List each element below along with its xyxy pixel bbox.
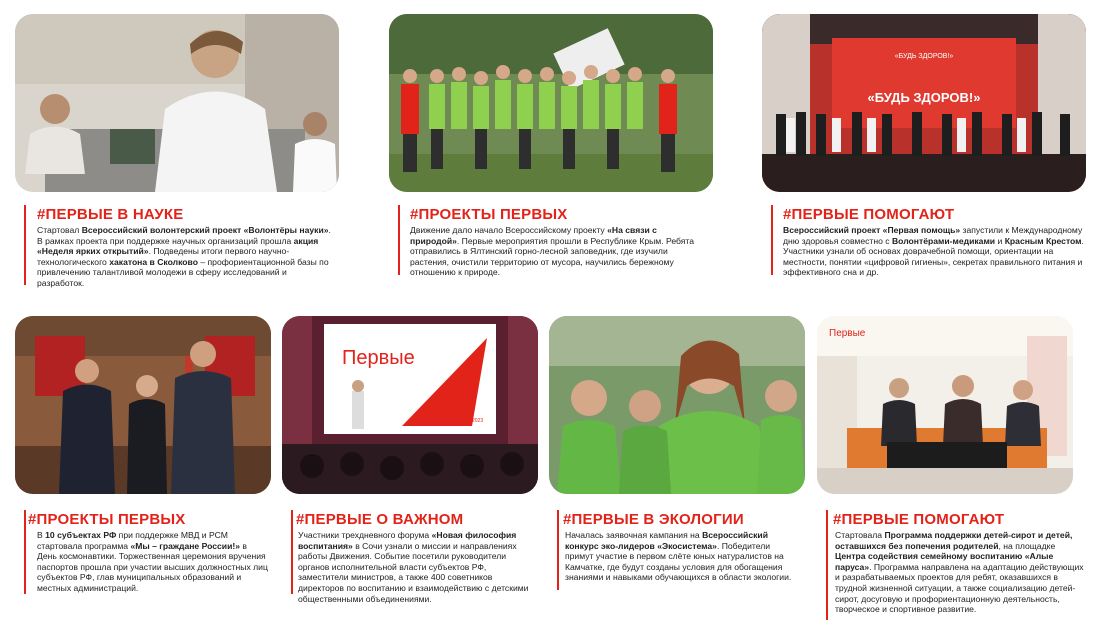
text-run: и (995, 235, 1005, 246)
card-text (298, 530, 534, 604)
card-title: #ПРОЕКТЫ ПЕРВЫХ (28, 511, 186, 528)
panel-discussion-photo (817, 316, 1073, 494)
text-run-bold: 10 субъектах РФ (45, 530, 117, 540)
text-run: Началась заявочная кампания на (565, 530, 703, 540)
card-title: #ПЕРВЫЕ ПОМОГАЮТ (833, 511, 1005, 528)
text-run-bold: Всероссийский волонтерский проект «Волонтёры науки» (81, 225, 329, 235)
text-run: Стартовал (37, 225, 82, 235)
screen-title: Первые (342, 347, 415, 369)
eco-leaders-photo (549, 316, 805, 494)
text-run-bold: хакатона в Сколково (109, 256, 198, 267)
text-run: в Сочи узнали о миссии и направлениях работы Движения. Событие посетили руководители органов исполнительной власти субъектов РФ, заместители министров, а также 400 советников директоров по воспитанию и взаимодействию с детскими общественными объединениями. (298, 540, 529, 604)
forum-stage-photo (282, 316, 538, 494)
text-run: . Первые мероприятия прошли в Республике Крым. Ребята отправились в Ялтинский горно-лесной заповедник, где изучили растения, очистили территорию от мусора, научились бережному отношению к природе. (410, 235, 695, 278)
card-text (565, 530, 797, 583)
text-run: В (37, 530, 46, 540)
text-run-bold: акция «Неделя ярких открытий» (37, 235, 319, 257)
card-title: #ПЕРВЫЕ ПОМОГАЮТ (783, 206, 955, 223)
text-run: . В рамках проекта при поддержке научных организаций прошла (37, 225, 331, 246)
text-run-bold: «Новая философия воспитания» (298, 530, 517, 551)
card-title: #ПРОЕКТЫ ПЕРВЫХ (410, 206, 568, 223)
text-run: Движение дало начало Всероссийскому проекту (410, 225, 608, 235)
backdrop-logo: Первые (829, 328, 866, 339)
text-run: Участники трехдневного форума (298, 530, 432, 540)
text-run-bold: Центра содействия семейному воспитанию «Алые паруса» (835, 551, 1054, 572)
card-text (37, 530, 269, 594)
text-run: – профориентационной базы по привлечению талантливой молодежи в сферу исследований и разработок. (37, 256, 329, 288)
text-run: Стартовала (835, 530, 885, 540)
text-run: , на площадке (998, 540, 1056, 551)
text-run-bold: Красным Крестом (1004, 235, 1082, 246)
card-title: #ПЕРВЫЕ В НАУКЕ (37, 206, 184, 223)
card-title: #ПЕРВЫЕ О ВАЖНОМ (296, 511, 464, 528)
banner-big-text: «БУДЬ ЗДОРОВ!» (867, 90, 981, 105)
banner-small-text: «БУДЬ ЗДОРОВ!» (894, 53, 954, 60)
passport-ceremony-photo (15, 316, 271, 494)
text-run-bold: Программа поддержки детей-сирот и детей, оставшихся без попечения родителей (835, 530, 1073, 551)
text-run-bold: Всероссийский проект «Первая помощь» (783, 225, 961, 235)
text-run: в День космонавтики. Торжественная церемония вручения паспортов прошла при участии высших должностных лиц субъектов РФ, глав муниципальных образований и местных администраций. (37, 540, 268, 593)
text-run-bold: «На связи с природой» (410, 225, 657, 246)
science-photo (15, 14, 339, 192)
text-run-bold: Волонтёрами-медиками (891, 235, 996, 246)
screen-year: 2023 (472, 418, 484, 424)
text-run: . Участники узнали об основах доврачебной помощи, ориентации на местности, понятии «цифровой гигиены», секретах правильного питания и эффективного сна и др. (783, 235, 1084, 278)
text-run: запустили к Международному дню здоровья совместно с (783, 225, 1083, 246)
text-run: . Подведены итоги первого научно-технологического (37, 246, 290, 267)
card-text (783, 225, 1087, 278)
text-run-bold: «Мы – граждане России!» (130, 540, 240, 551)
text-run: . Победители примут участие в первом слёте юных натуралистов на Камчатке, где будут созданы условия для обогащения знаниями и навыками обучающихся в области экологии. (565, 540, 792, 583)
card-title: #ПЕРВЫЕ В ЭКОЛОГИИ (563, 511, 744, 528)
text-run-bold: Всероссийский конкурс эко-лидеров «Экосистема» (565, 530, 768, 551)
stage-photo-health (762, 14, 1086, 192)
text-run: при поддержке МВД и РСМ стартовала программа (37, 530, 228, 551)
card-text (410, 225, 708, 278)
card-text (835, 530, 1087, 615)
text-run: . Программа направлена на адаптацию действующих и разрабатываемых проектов для ребят, оказавшихся в трудной жизненной ситуации, а также социализацию детей-сирот, досуговую и профориентационную деятельность, творческое и спортивное развитие. (835, 561, 1084, 615)
card-text (37, 225, 331, 289)
group-photo-green (389, 14, 713, 192)
